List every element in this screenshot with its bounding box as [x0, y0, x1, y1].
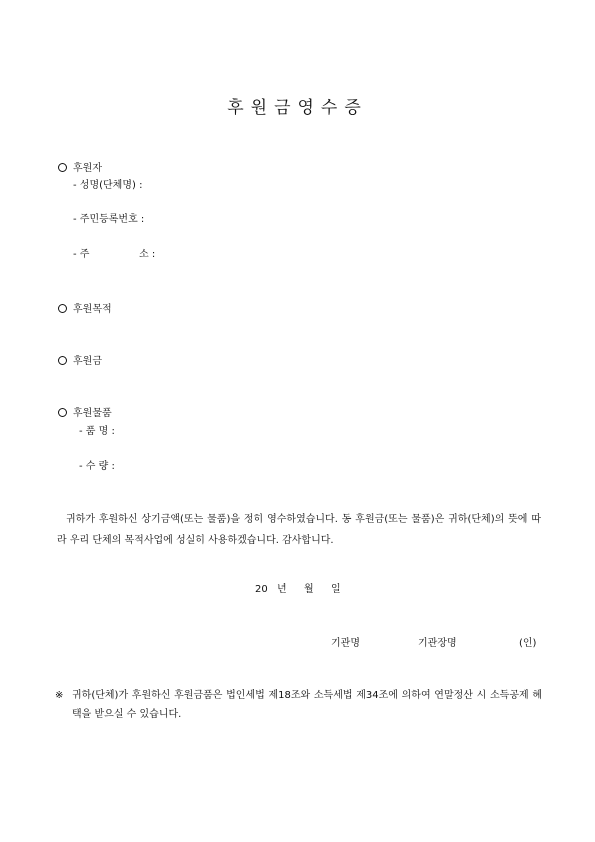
purpose-heading-text: 후원목적 [73, 304, 112, 315]
sponsor-id-label: - 주민등록번호 : [73, 214, 145, 225]
circle-bullet-icon [58, 408, 67, 417]
org-head-label: 기관장명 [418, 638, 457, 649]
circle-bullet-icon [58, 356, 67, 365]
note-mark-icon: ※ [55, 690, 64, 701]
tax-deduction-note: 귀하(단체)가 후원하신 후원금품은 법인세법 제18조와 소득세법 제34조에 의하여 연말정산 시 소득공제 혜택을 받으실 수 있습니다. [72, 690, 542, 720]
date-year: 20 [255, 584, 268, 595]
org-name-label: 기관명 [331, 638, 360, 649]
sponsor-heading-text: 후원자 [73, 163, 102, 174]
goods-quantity-label: - 수 량 : [79, 461, 115, 472]
sponsor-address-label-a: - 주 [73, 249, 90, 260]
acknowledgement-paragraph: 귀하가 후원하신 상기금액(또는 물품)을 정히 영수하였습니다. 동 후원금(또는 물품)은 귀하(단체)의 뜻에 따라 우리 단체의 목적사업에 성실히 사용하겠습니다. 감사합니다. [57, 514, 541, 546]
date-year-unit: 년 [277, 584, 287, 595]
goods-heading-text: 후원물품 [73, 408, 112, 419]
amount-heading-text: 후원금 [73, 356, 102, 367]
sponsor-name-label: - 성명(단체명) : [73, 180, 143, 191]
seal-label: (인) [519, 638, 537, 649]
sponsor-address-label-b: 소 : [139, 249, 156, 260]
circle-bullet-icon [58, 163, 67, 172]
circle-bullet-icon [58, 304, 67, 313]
sponsor-section-heading [58, 162, 102, 176]
document-title: 후원금영수증 [227, 98, 368, 118]
date-month-unit: 월 [304, 584, 314, 595]
date-day-unit: 일 [331, 584, 341, 595]
goods-section-heading [58, 407, 112, 421]
amount-section-heading [58, 355, 102, 369]
goods-item-label: - 품 명 : [79, 426, 115, 437]
purpose-section-heading [58, 303, 112, 317]
